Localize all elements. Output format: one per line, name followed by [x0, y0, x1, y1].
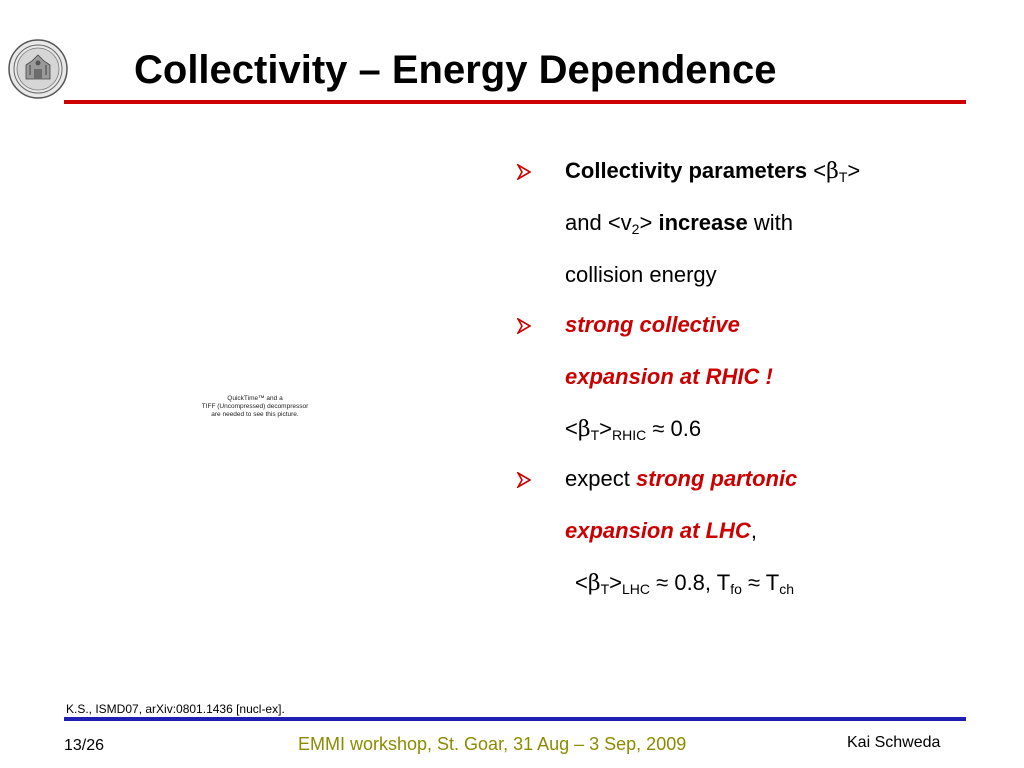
- lhc-subscript: LHC: [622, 581, 651, 597]
- bracket-open: <: [575, 570, 588, 595]
- bullet-3-line-1: [565, 466, 797, 492]
- v2-subscript: 2: [631, 221, 640, 237]
- comma: ,: [750, 518, 757, 543]
- increase-text: increase: [658, 210, 748, 235]
- t-subscript: T: [590, 427, 600, 443]
- bullet-3-line-3: [575, 570, 794, 597]
- bracket-close: >: [599, 416, 612, 441]
- with-text: with: [753, 210, 793, 235]
- arrow-bullet-icon: [517, 164, 531, 180]
- bracket-open: <: [813, 158, 827, 183]
- bullet-1-line-1: [565, 158, 860, 185]
- reference-citation: K.S., ISMD07, arXiv:0801.1436 [nucl-ex].: [66, 702, 285, 716]
- page-number: 13/26: [64, 737, 105, 754]
- footer-event: EMMI workshop, St. Goar, 31 Aug – 3 Sep, 2009: [298, 734, 687, 754]
- footer-rule: [64, 717, 966, 721]
- rhic-value: ≈ 0.6: [652, 416, 702, 441]
- bullet-2-line-2: expansion at RHIC !: [565, 364, 773, 389]
- fo-subscript: fo: [730, 581, 742, 597]
- footer-author: Kai Schweda: [847, 734, 941, 751]
- title-underline: [64, 100, 966, 104]
- bullet-2-line-3: [565, 416, 701, 443]
- arrow-bullet-icon: [517, 318, 531, 334]
- university-seal-icon: [8, 39, 68, 99]
- bullet-1-line-3: collision energy: [565, 262, 717, 287]
- rhic-subscript: RHIC: [612, 427, 647, 443]
- bracket-close: >: [609, 570, 622, 595]
- slide-title: Collectivity – Energy Dependence: [134, 48, 777, 92]
- bracket-close: >: [847, 158, 861, 183]
- missing-image-placeholder: [150, 395, 360, 419]
- bullet-3-line-2: [565, 518, 757, 544]
- expect-text: expect: [565, 466, 630, 491]
- approx-t-text: ≈ T: [748, 570, 780, 595]
- lhc-value: ≈ 0.8, T: [656, 570, 731, 595]
- expansion-lhc-text: expansion at LHC: [565, 518, 751, 543]
- placeholder-line-2: TIFF (Uncompressed) decompressor: [201, 403, 309, 410]
- bullet-1-line-2: [565, 210, 793, 237]
- t-subscript: T: [838, 169, 848, 185]
- bracket-open: <: [565, 416, 578, 441]
- v-close: >: [639, 210, 653, 235]
- and-v-text: and <v: [565, 210, 632, 235]
- ch-subscript: ch: [779, 581, 795, 597]
- placeholder-line-3: are needed to see this picture.: [211, 411, 299, 418]
- bullet-1-bold: Collectivity parameters: [565, 158, 808, 183]
- strong-partonic-text: strong partonic: [635, 466, 798, 491]
- beta-symbol: β: [587, 571, 601, 596]
- placeholder-line-1: QuickTime™ and a: [227, 395, 283, 402]
- t-subscript: T: [600, 581, 610, 597]
- beta-symbol: β: [826, 159, 839, 184]
- arrow-bullet-icon: [517, 472, 531, 488]
- beta-symbol: β: [577, 417, 591, 442]
- bullet-2-line-1: strong collective: [565, 312, 740, 337]
